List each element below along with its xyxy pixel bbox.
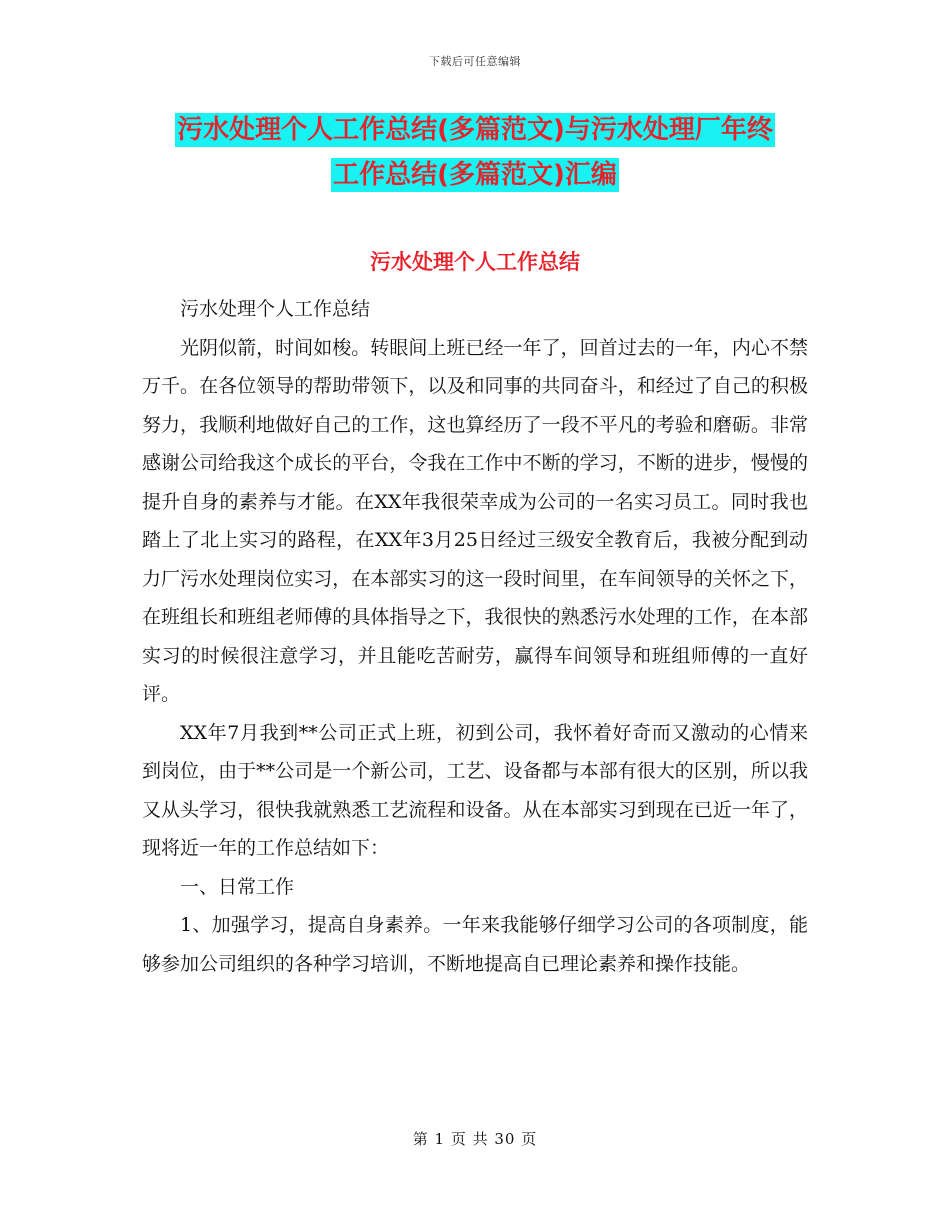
page-number-footer: 第 1 页 共 30 页: [412, 1130, 538, 1148]
paragraph-heading-daily-work: 一、日常工作: [180, 875, 295, 898]
document-title: [0, 108, 950, 198]
paragraph-arrival: XX年7月我到**公司正式上班，初到公司，我怀着好奇而又激动的心情来到岗位，由于**公司是一个新公司，工艺、设备都与本部有很大的区别，所以我又从头学习，很快我就熟悉工艺流程和设备。从在本部实习到现在已近一年了，现将近一年的工作总结如下：: [142, 721, 808, 859]
paragraph-intro: 光阴似箭，时间如梭。转眼间上班已经一年了，回首过去的一年，内心不禁万千。在各位领导的帮助带领下，以及和同事的共同奋斗，和经过了自己的积极努力，我顺利地做好自己的工作，这也算经历了一段不平凡的考验和磨砺。非常感谢公司给我这个成长的平台，令我在工作中不断的学习，不断的进步，慢慢的提升自身的素养与才能。在XX年我很荣幸成为公司的一名实习员工。同时我也踏上了北上实习的路程，在XX年3月25日经过三级安全教育后，我被分配到动力厂污水处理岗位实习，在本部实习的这一段时间里，在车间领导的关怀之下，在班组长和班组老师傅的具体指导之下，我很快的熟悉污水处理的工作，在本部实习的时候很注意学习，并且能吃苦耐劳，赢得车间领导和班组师傅的一直好评。: [142, 336, 808, 705]
section-title: 污水处理个人工作总结: [370, 250, 580, 274]
paragraph-subtitle: 污水处理个人工作总结: [180, 298, 371, 320]
document-body: [142, 290, 808, 983]
document-title-line-2: 工作总结(多篇范文)汇编: [333, 160, 617, 190]
document-title-line-1: 污水处理个人工作总结(多篇范文)与污水处理厂年终: [177, 115, 773, 145]
header-note: 下载后可任意编辑: [429, 55, 521, 68]
paragraph-study: 1、加强学习，提高自身素养。一年来我能够仔细学习公司的各项制度，能够参加公司组织的各种学习培训，不断地提高自已理论素养和操作技能。: [142, 914, 808, 975]
